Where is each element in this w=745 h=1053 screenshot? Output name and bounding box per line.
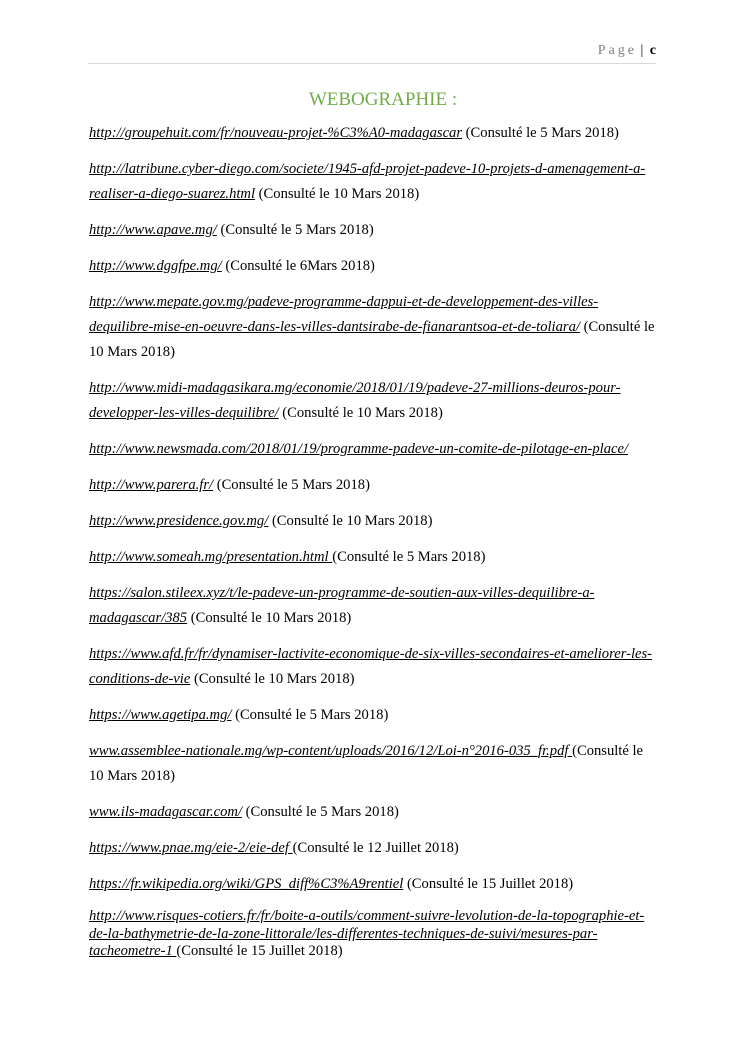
list-item (89, 703, 661, 728)
consultation-date: (Consulté le 10 Mars 2018) (268, 513, 433, 529)
header-separator: | (640, 43, 644, 58)
page-number: c (649, 43, 656, 58)
list-item (89, 437, 661, 462)
consultation-date: (Consulté le 12 Juillet 2018) (292, 840, 459, 856)
consultation-date: (Consulté le 10 Mars 2018) (255, 186, 420, 202)
consultation-date: (Consulté le 10 Mars 2018) (187, 610, 352, 626)
consultation-date: (Consulté le 5 Mars 2018) (213, 477, 370, 493)
consultation-date: (Consulté le 10 Mars 2018) (89, 319, 655, 360)
list-item (89, 509, 661, 534)
list-item (89, 218, 661, 243)
consultation-date: (Consulté le 15 Juillet 2018) (403, 876, 574, 892)
section-title: WEBOGRAPHIE : (308, 89, 458, 110)
reference-link[interactable]: http://www.newsmada.com/2018/01/19/programme-padeve-un-comite-de-pilotage-en-place/ (89, 441, 629, 457)
reference-link[interactable]: https://www.afd.fr/fr/dynamiser-lactivite-economique-de-six-villes-secondaires-et-ameliorer-les-conditions-de-vie (89, 646, 653, 687)
list-item (89, 376, 661, 426)
reference-link[interactable]: http://www.apave.mg/ (89, 222, 217, 238)
webography-list (89, 121, 661, 972)
reference-link[interactable]: http://www.midi-madagasikara.mg/economie/2018/01/19/padeve-27-millions-deuros-pour-developper-les-villes-dequilibre/ (89, 380, 621, 421)
reference-link[interactable]: http://www.someah.mg/presentation.html (89, 549, 333, 565)
reference-link[interactable]: http://www.dggfpe.mg/ (89, 258, 222, 274)
list-item (89, 121, 661, 146)
consultation-date: (Consulté le 10 Mars 2018) (190, 671, 355, 687)
reference-link[interactable]: http://www.mepate.gov.mg/padeve-programme-dappui-et-de-developpement-des-villes-dequilibre-mise-en-oeuvre-dans-les-villes-dantsirabe-de-fianarantsoa-et-de-toliara/ (89, 294, 599, 335)
reference-link[interactable]: http://groupehuit.com/fr/nouveau-projet-%C3%A0-madagascar (89, 125, 463, 141)
list-item (89, 157, 661, 207)
list-item (89, 545, 661, 570)
reference-link[interactable]: https://www.agetipa.mg/ (89, 707, 232, 723)
consultation-date: (Consulté le 5 Mars 2018) (241, 804, 399, 820)
reference-link[interactable]: http://www.parera.fr/ (89, 477, 214, 493)
reference-link[interactable]: https://salon.stileex.xyz/t/le-padeve-un-programme-de-soutien-aux-villes-dequilibre-a-madagascar/385 (89, 585, 595, 626)
consultation-date: (Consulté le 5 Mars 2018) (462, 125, 619, 141)
consultation-date: (Consulté le 5 Mars 2018) (231, 707, 389, 723)
reference-link[interactable]: https://fr.wikipedia.org/wiki/GPS_diff%C3%A9rentiel (89, 876, 404, 892)
consultation-date: (Consulté le 15 Juillet 2018) (176, 943, 343, 959)
consultation-date: (Consulté le 5 Mars 2018) (216, 222, 374, 238)
consultation-date: (Consulté le 5 Mars 2018) (332, 549, 486, 565)
consultation-date: (Consulté le 6Mars 2018) (221, 258, 375, 274)
page-header (88, 43, 656, 64)
reference-link[interactable]: www.assemblee-nationale.mg/wp-content/uploads/2016/12/Loi-n°2016-035_fr.pdf (89, 743, 573, 759)
reference-link[interactable]: www.ils-madagascar.com/ (89, 804, 242, 820)
list-item (89, 836, 661, 861)
consultation-date: (Consulté le 10 Mars 2018) (278, 405, 443, 421)
list-item (89, 739, 661, 789)
list-item (89, 290, 661, 365)
list-item (89, 872, 661, 897)
reference-link[interactable]: http://www.risques-cotiers.fr/fr/boite-a-outils/comment-suivre-levolution-de-la-topographie-et-de-la-bathymetrie-de-la-zone-littorale/les-differentes-techniques-de-suivi/mesures-par-tacheometre-1 (89, 908, 645, 959)
list-item (89, 800, 661, 825)
list-item (89, 642, 661, 692)
reference-link[interactable]: https://www.pnae.mg/eie-2/eie-def (89, 840, 293, 856)
list-item (89, 908, 661, 961)
reference-link[interactable]: http://www.presidence.gov.mg/ (89, 513, 269, 529)
consultation-date: (Consulté le 10 Mars 2018) (89, 743, 644, 784)
list-item (89, 254, 661, 279)
reference-link[interactable]: http://latribune.cyber-diego.com/societe/1945-afd-projet-padeve-10-projets-d-amenagement-a-realiser-a-diego-suarez.html (89, 161, 646, 202)
page-word: Page (597, 43, 637, 58)
list-item (89, 473, 661, 498)
list-item (89, 581, 661, 631)
